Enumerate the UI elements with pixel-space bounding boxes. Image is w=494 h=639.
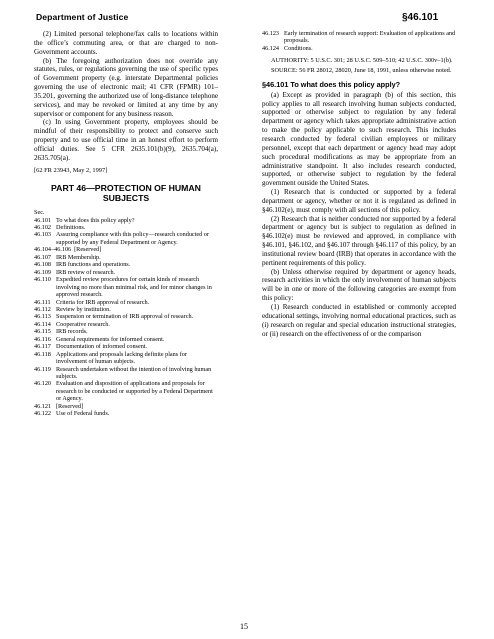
toc-title: Definitions. (56, 223, 86, 231)
toc-title: Cooperative research. (56, 320, 110, 328)
toc-entry (34, 380, 218, 402)
toc-title: Assuring compliance with this policy—research conducted or supported by any Federal Department or Agency. (56, 231, 209, 246)
authority-note: AUTHORITY: 5 U.S.C. 301; 28 U.S.C. 509–510; 42 U.S.C. 300v–1(b). (271, 57, 453, 65)
toc-entry (34, 224, 218, 231)
table-of-contents (34, 217, 218, 418)
toc-entry (34, 276, 218, 298)
toc-number: 46.104–46.106 (34, 246, 72, 254)
toc-title: IRB Membership. (56, 253, 101, 261)
toc-number: 46.115 (34, 328, 51, 336)
toc-number: 46.121 (34, 402, 52, 410)
sec-label: Sec. (34, 209, 45, 217)
toc-title: To what does this policy apply? (56, 216, 135, 224)
toc-number: 46.112 (34, 305, 51, 313)
paragraph: (b) The foregoing authorization does not override any statutes, rules, or regulations governing the use of specific types of Government property (e.g. interstate Departmental policies governing the use of electronic mail; 41 CFR (FPMR) 101–35.201, governing the authorized use of long-distance telephone services), and may be revoked or limited at any time by any supervisor or component for any business reason. (34, 56, 218, 118)
toc-entry (34, 254, 218, 261)
toc-entry (262, 45, 456, 52)
paragraph: (c) In using Government property, employees should be mindful of their responsibility to protect and conserve such property and to use official time in an honest effort to perform official duties. See 5 CFR 2635.101(b)(9), 2635.704(a), 2635.705(a). (34, 118, 218, 162)
toc-title: IRB records. (56, 328, 88, 336)
paragraph: (1) Research conducted in established or commonly accepted educational settings, involving normal educational practices, such as (i) research on regular and special education instructional strategies, or (ii) research on the effectiveness of or the comparison (262, 303, 456, 338)
toc-title: Conditions. (284, 44, 313, 52)
citation: [62 FR 23943, May 2, 1997] (34, 166, 108, 174)
part-title: PART 46—PROTECTION OF HUMAN SUBJECTS (51, 182, 201, 203)
toc-number: 46.113 (34, 313, 51, 321)
toc-entry (262, 30, 456, 45)
toc-number: 46.120 (34, 380, 52, 388)
toc-number: 46.119 (34, 365, 51, 373)
toc-title: [Reserved] (74, 246, 102, 254)
toc-title: General requirements for informed consent. (56, 335, 165, 343)
toc-number: 46.101 (34, 216, 52, 224)
toc-title: IRB functions and operations. (56, 261, 131, 269)
toc-entry (34, 313, 218, 320)
toc-entry (34, 217, 218, 224)
toc-entry (34, 299, 218, 306)
right-column (262, 30, 456, 338)
toc-entry (34, 231, 218, 246)
toc-number: 46.124 (262, 44, 280, 52)
paragraph: (2) Research that is neither conducted nor supported by a federal department or agency but is subject to regulation as defined in §46.102(e) must be reviewed and approved, in compliance with §46.101, §46.102, and §46.107 through §46.117 of this policy, by an institutional review board (IRB) that operates in accordance with the pertinent requirements of this policy. (262, 214, 456, 267)
toc-title: Review by institution. (56, 305, 111, 313)
toc-title: [Reserved] (56, 402, 84, 410)
toc-title: Suspension or termination of IRB approval of research. (56, 313, 194, 321)
toc-number: 46.107 (34, 253, 52, 261)
toc-number: 46.118 (34, 350, 51, 358)
section-heading: §46.101 To what does this policy apply? (262, 79, 401, 89)
toc-title: IRB review of research. (56, 268, 116, 276)
toc-number: 46.122 (34, 410, 52, 418)
toc-entry (34, 403, 218, 410)
toc-entry (34, 343, 218, 350)
toc-title: Research undertaken without the intention of involving human subjects. (56, 365, 212, 381)
toc-number: 46.102 (34, 223, 52, 231)
toc-entry (34, 328, 218, 335)
toc-entry (34, 321, 218, 328)
toc-entry (34, 246, 218, 253)
toc-number: 46.116 (34, 335, 51, 343)
page-number: 15 (240, 622, 248, 631)
toc-entry (34, 351, 218, 366)
paragraph: (b) Unless otherwise required by department or agency heads, research activities in which the only involvement of human subjects will be in one or more of the following categories are exempt from this policy: (262, 267, 456, 303)
toc-title: Expedited review procedures for certain kinds of research involving no more than minimal risk, and for minor changes in approved research. (56, 276, 212, 299)
toc-number: 46.109 (34, 268, 52, 276)
toc-title: Early termination of research support: Evaluation of applications and proposals. (284, 30, 456, 45)
toc-title: Documentation of informed consent. (56, 343, 148, 351)
toc-number: 46.114 (34, 320, 51, 328)
toc-title: Use of Federal funds. (56, 410, 110, 418)
running-header-section: §46.101 (402, 12, 439, 23)
left-column (34, 30, 218, 418)
toc-title: Criteria for IRB approval of research. (56, 298, 150, 306)
paragraph: (a) Except as provided in paragraph (b) of this section, this policy applies to all research involving human subjects conducted, supported or otherwise subject to regulation by any federal department or agency which takes appropriate administrative action to make the policy applicable to such research. This includes research conducted by federal civilian employees or military personnel, except that each department or agency head may adopt such procedural modifications as may be appropriate from an administrative standpoint. It also includes research conducted, supported, or otherwise subject to regulation by the federal government outside the United States. (262, 90, 456, 188)
toc-number: 46.117 (34, 343, 51, 351)
toc-entry (34, 269, 218, 276)
toc-entry (34, 261, 218, 268)
toc-number: 46.103 (34, 231, 52, 239)
toc-number: 46.111 (34, 298, 51, 306)
toc-number: 46.110 (34, 276, 51, 284)
toc-entry (34, 366, 218, 381)
toc-title: Applications and proposals lacking definite plans for involvement of human subjects. (56, 350, 187, 366)
toc-entry (34, 410, 218, 417)
running-header-agency: Department of Justice (36, 12, 129, 22)
source-note: SOURCE: 56 FR 28012, 28020, June 18, 1991, unless otherwise noted. (271, 67, 452, 75)
toc-entry (34, 336, 218, 343)
paragraph: (1) Research that is conducted or supported by a federal department or agency, whether or not it is regulated as defined in §46.102(e), must comply with all sections of this policy. (262, 188, 456, 214)
toc-number: 46.108 (34, 261, 52, 269)
paragraph: (2) Limited personal telephone/fax calls to locations within the office’s commuting area, or that are charged to non-Government accounts. (34, 30, 218, 56)
toc-number: 46.123 (262, 30, 280, 37)
toc-entry (34, 306, 218, 313)
toc-title: Evaluation and disposition of applications and proposals for research to be conducted or supported by a Federal Department or Agency. (56, 380, 213, 403)
